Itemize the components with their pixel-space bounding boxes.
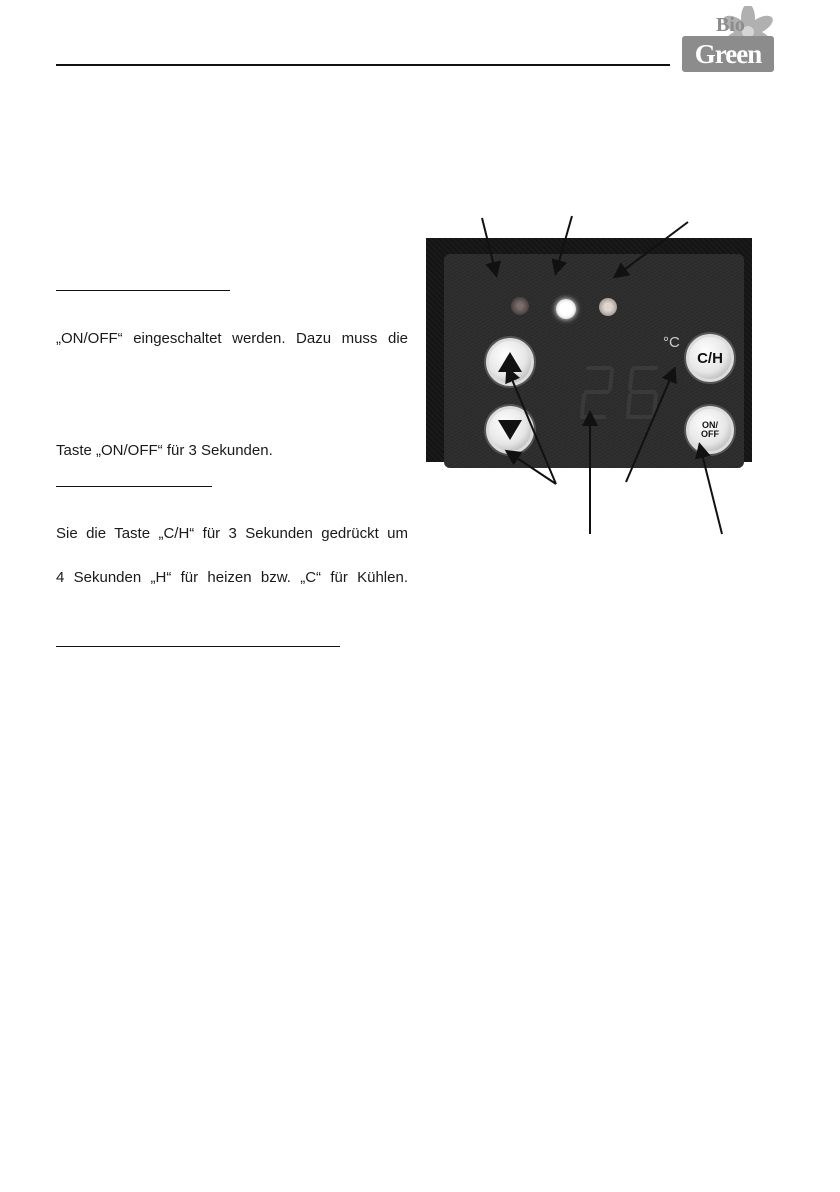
body-text-line: Sie die Taste „C/H“ für 3 Sekunden gedrückt um [56,525,408,542]
logo-bio-text: Bio [716,14,745,36]
off-label: OFF [701,429,719,439]
section-heading-underline [56,290,230,291]
section-heading-underline [56,646,340,647]
logo-green-text: Green [682,36,774,72]
body-text-line: „ON/OFF“ eingeschaltet werden. Dazu muss die [56,330,408,347]
arrow-on-off-button [700,446,722,534]
ch-button-label: C/H [697,349,723,367]
biogreen-logo [668,6,788,78]
body-text-line: Taste „ON/OFF“ für 3 Sekunden. [56,442,273,459]
on-label: ON/ [701,420,718,430]
body-text-line: 4 Sekunden „H“ für heizen bzw. „C“ für Kühlen. [56,569,408,586]
arrow-led-right [616,222,688,276]
arrow-led-middle [556,216,572,272]
section-heading-underline [56,486,212,487]
arrow-ch-button [626,370,674,482]
degree-celsius-label: °C [663,334,680,351]
callout-arrows [420,210,760,550]
arrow-led-left [482,218,496,274]
header-rule [56,64,670,66]
